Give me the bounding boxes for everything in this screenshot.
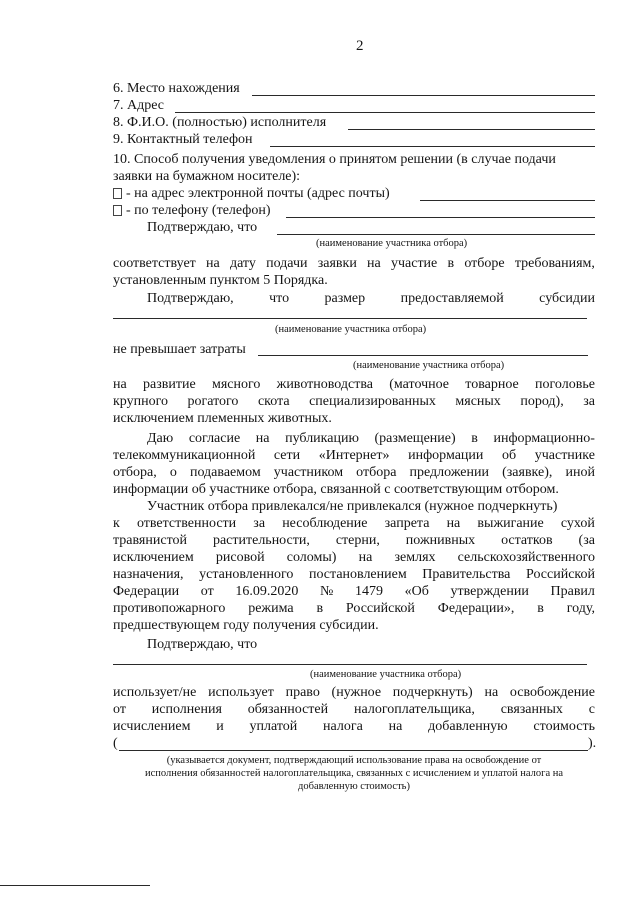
paragraph-4-line-4: информации об участнике отбора, связанной с соответствующим отбором. [113, 482, 559, 497]
footnote-separator [0, 885, 150, 886]
close-paren: ). [588, 736, 597, 751]
checkbox-phone[interactable] [113, 205, 122, 216]
paragraph-4-line-3: отбора, о подаваемом участником отбора предложении (заявке), иной [113, 465, 595, 480]
paragraph-5-line-4: исключением рисовой соломы) на землях сельскохозяйственного [113, 550, 595, 565]
paragraph-5-line-6: Федерации от 16.09.2020 № 1479 «Об утверждении Правил [113, 584, 595, 599]
caption-document-line-1: (указывается документ, подтверждающий использование права на освобождение от [166, 755, 542, 766]
confirm-1-label: Подтверждаю, что [147, 220, 258, 235]
option-phone-label: - по телефону (телефон) [126, 203, 271, 218]
paragraph-5-line-7: противопожарного режима в Российской Федерации», в году, [113, 601, 595, 616]
paragraph-5-line-1: Участник отбора привлекался/не привлекался (нужное подчеркнуть) [147, 499, 558, 514]
caption-participant-3: (наименование участника отбора) [353, 360, 505, 371]
paragraph-6-line-2: от исполнения обязанностей налогоплательщика, связанных с [113, 702, 595, 717]
field-notification-method: 10. Способ получения уведомления о принятом решении (в случае подачи [113, 152, 556, 167]
caption-participant-2: (наименование участника отбора) [275, 324, 427, 335]
field-location-label: 6. Место нахождения [113, 81, 240, 96]
paragraph-3-line-2: крупного рогатого скота специализированных мясных пород), за [113, 394, 595, 409]
option-email-label: - на адрес электронной почты (адрес почты) [126, 186, 390, 201]
field-phone-label: 9. Контактный телефон [113, 132, 253, 147]
paragraph-4-line-2: телекоммуникационной сети «Интернет» информации об участнике [113, 448, 595, 463]
open-paren: ( [113, 736, 118, 751]
confirm-3-line[interactable] [113, 664, 587, 665]
paragraph-5-line-8: предшествующем году получения субсидии. [113, 618, 379, 633]
field-executor-line[interactable] [348, 129, 595, 130]
confirm-3-label: Подтверждаю, что [147, 637, 258, 652]
paragraph-6-line-3: исчислением и уплатой налога на добавленную стоимость [113, 719, 595, 734]
paragraph-5-line-3: травянистой растительности, стерни, пожнивных остатков (за [113, 533, 595, 548]
email-line[interactable] [420, 200, 595, 201]
field-location-line[interactable] [252, 95, 595, 96]
paragraph-1-line-1: соответствует на дату подачи заявки на участие в отборе требованиям, [113, 256, 595, 271]
document-field-line[interactable] [119, 750, 588, 751]
confirm-2-line[interactable] [113, 318, 587, 319]
field-notification-method-cont: заявки на бумажном носителе): [113, 169, 301, 184]
paragraph-4-line-1: Даю согласие на публикацию (размещение) в информационно- [147, 431, 595, 446]
caption-document-line-3: добавленную стоимость) [298, 781, 410, 792]
paragraph-3-start: не превышает затраты [113, 342, 246, 357]
paragraph-3-line[interactable] [258, 355, 588, 356]
paragraph-2-line-1: Подтверждаю, что размер предоставляемой субсидии [147, 291, 595, 306]
checkbox-email[interactable] [113, 188, 122, 199]
field-phone-line[interactable] [270, 146, 595, 147]
confirm-1-line[interactable] [277, 234, 595, 235]
paragraph-1-line-2: установленным пунктом 5 Порядка. [113, 273, 328, 288]
paragraph-5-line-5: назначения, установленного постановлением Правительства Российской [113, 567, 595, 582]
phone-option-line[interactable] [286, 217, 595, 218]
paragraph-3-line-3: исключением племенных животных. [113, 411, 332, 426]
paragraph-3-line-1: на развитие мясного животноводства (маточное товарное поголовье [113, 377, 595, 392]
field-address-line[interactable] [175, 112, 595, 113]
paragraph-5-line-2: к ответственности за несоблюдение запрета на выжигание сухой [113, 516, 595, 531]
paragraph-6-line-1: использует/не использует право (нужное подчеркнуть) на освобождение [113, 685, 595, 700]
caption-participant-1: (наименование участника отбора) [316, 238, 468, 249]
field-executor-label: 8. Ф.И.О. (полностью) исполнителя [113, 115, 327, 130]
field-address-label: 7. Адрес [113, 98, 165, 113]
caption-participant-4: (наименование участника отбора) [310, 669, 462, 680]
page-number: 2 [356, 38, 364, 54]
caption-document-line-2: исполнения обязанностей налогоплательщика, связанных с исчислением и уплатой налога на [144, 768, 564, 779]
